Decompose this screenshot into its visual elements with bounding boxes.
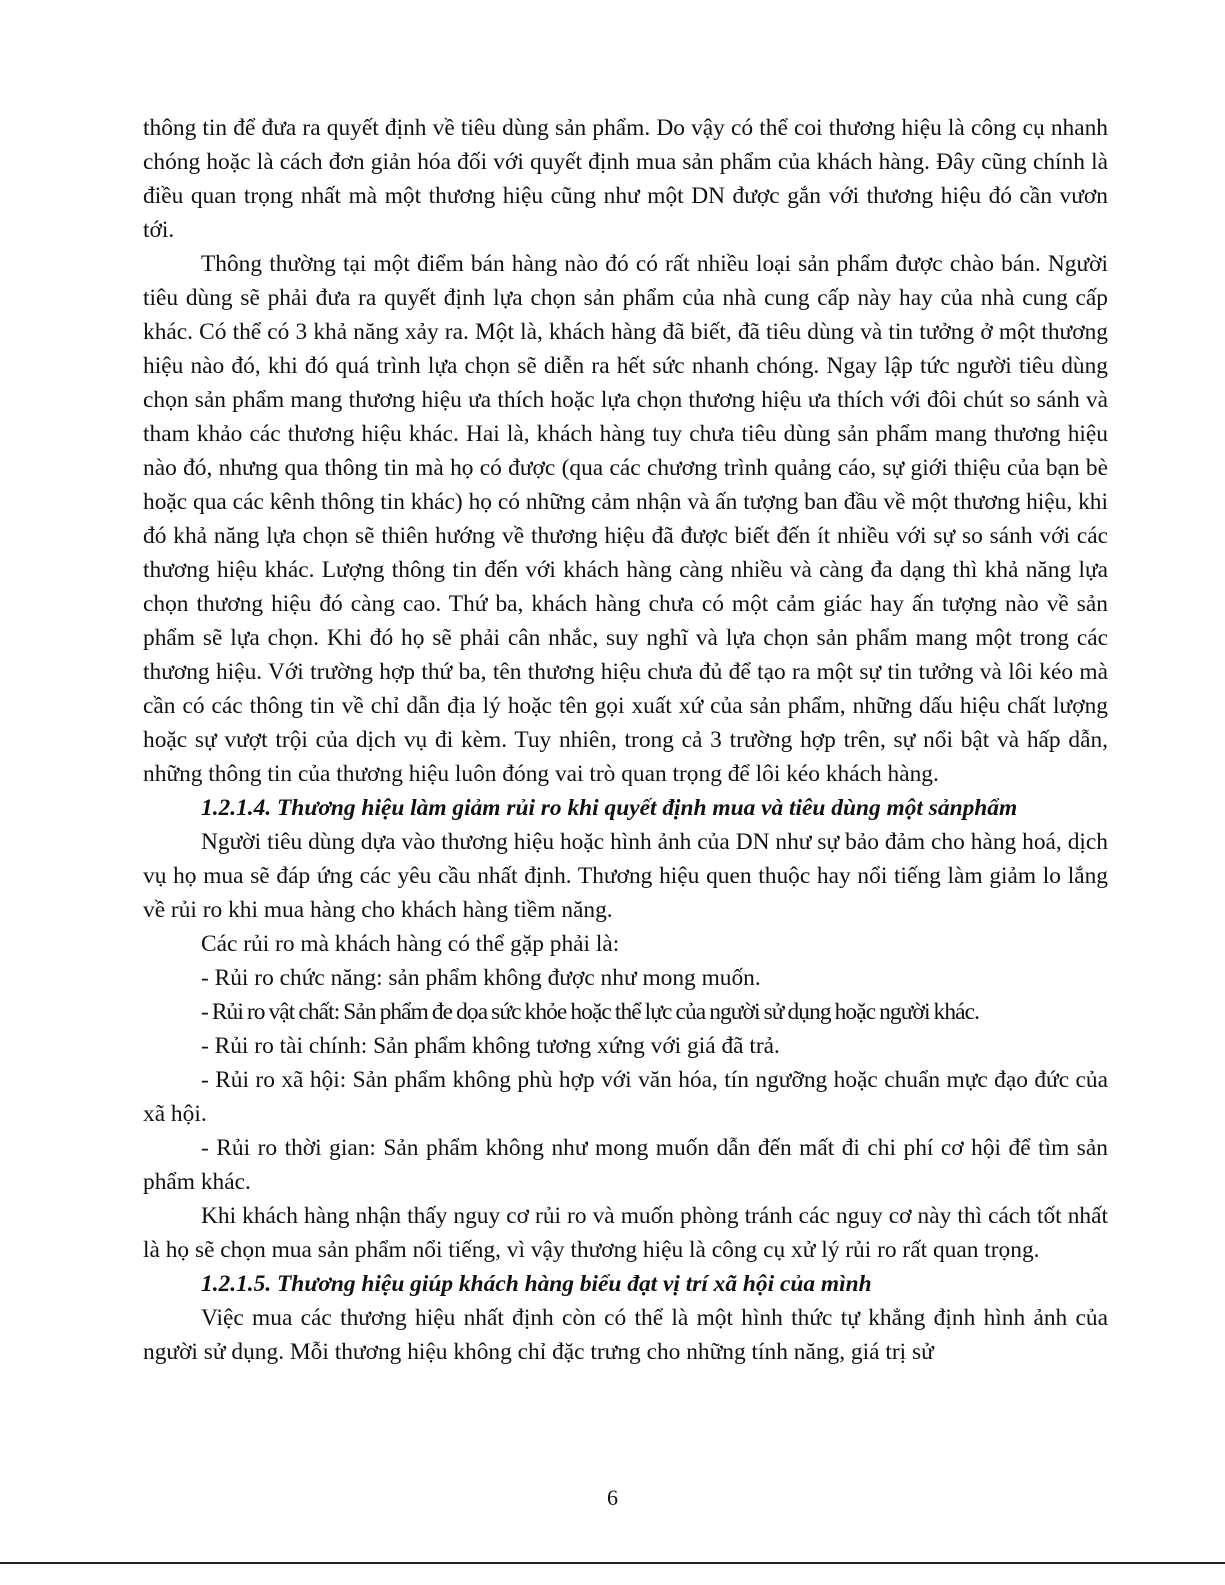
paragraph-social-position: Việc mua các thương hiệu nhất định còn có thể là một hình thức tự khẳng định hình ảnh của người sử dụng. Mỗi thương hiệu không chỉ đặc trưng cho những tính năng, giá trị sử bbox=[143, 1305, 1108, 1365]
paragraph-intro: thông tin để đưa ra quyết định về tiêu dùng sản phẩm. Do vậy có thể coi thương hiệu là công cụ nhanh chóng hoặc là cách đơn giản hóa đối với quyết định mua sản phẩm của khách hàng. Đây cũng chính là điều quan trọng nhất mà một thương hiệu cũng như một DN được gắn với thương hiệu đó cần vươn tới. bbox=[143, 115, 1108, 243]
page-number: 6 bbox=[607, 1485, 618, 1510]
list-item-social-risk: - Rủi ro xã hội: Sản phẩm không phù hợp với văn hóa, tín ngưỡng hoặc chuẩn mực đạo đức của xã hội. bbox=[143, 1067, 1108, 1127]
paragraph-risk-reduction: Người tiêu dùng dựa vào thương hiệu hoặc hình ảnh của DN như sự bảo đảm cho hàng hoá, dịch vụ họ mua sẽ đáp ứng các yêu cầu nhất định. Thương hiệu quen thuộc hay nổi tiếng làm giảm lo lắng về rủi ro khi mua hàng cho khách hàng tiềm năng. bbox=[143, 829, 1108, 923]
document-page bbox=[143, 111, 1108, 1369]
list-item-financial-risk: - Rủi ro tài chính: Sản phẩm không tương xứng với giá đã trả. bbox=[201, 1033, 780, 1059]
paragraph-risk-conclusion: Khi khách hàng nhận thấy nguy cơ rủi ro và muốn phòng tránh các nguy cơ này thì cách tốt nhất là họ sẽ chọn mua sản phẩm nổi tiếng, vì vậy thương hiệu là công cụ xử lý rủi ro rất quan trọng. bbox=[143, 1203, 1108, 1263]
bottom-divider bbox=[0, 1562, 1225, 1564]
list-item-functional-risk: - Rủi ro chức năng: sản phẩm không được như mong muốn. bbox=[201, 965, 761, 991]
paragraph-risk-list-intro: Các rủi ro mà khách hàng có thể gặp phải là: bbox=[201, 931, 620, 957]
paragraph-purchase-choices: Thông thường tại một điểm bán hàng nào đó có rất nhiều loại sản phẩm được chào bán. Người tiêu dùng sẽ phải đưa ra quyết định lựa chọn sản phẩm của nhà cung cấp này hay của nhà cung cấp khác. Có thể có 3 khả năng xảy ra. Một là, khách hàng đã biết, đã tiêu dùng và tin tưởng ở một thương hiệu nào đó, khi đó quá trình lựa chọn sẽ diễn ra hết sức nhanh chóng. Ngay lập tức người tiêu dùng chọn sản phẩm mang thương hiệu ưa thích hoặc lựa chọn thương hiệu ưa thích với đôi chút so sánh và tham khảo các thương hiệu khác. Hai là, khách hàng tuy chưa tiêu dùng sản phẩm mang thương hiệu nào đó, nhưng qua thông tin mà họ có được (qua các chương trình quảng cáo, sự giới thiệu của bạn bè hoặc qua các kênh thông tin khác) họ có những cảm nhận và ấn tượng ban đầu về một thương hiệu, khi đó khả năng lựa chọn sẽ thiên hướng về thương hiệu đã được biết đến ít nhiều với sự so sánh với các thương hiệu khác. Lượng thông tin đến với khách hàng càng nhiều và càng đa dạng thì khả năng lựa chọn thương hiệu đó càng cao. Thứ ba, khách hàng chưa có một cảm giác hay ấn tượng nào về sản phẩm sẽ lựa chọn. Khi đó họ sẽ phải cân nhắc, suy nghĩ và lựa chọn sản phẩm mang một trong các thương hiệu. Với trường hợp thứ ba, tên thương hiệu chưa đủ để tạo ra một sự tin tưởng và lôi kéo mà cần có các thông tin về chỉ dẫn địa lý hoặc tên gọi xuất xứ của sản phẩm, những dấu hiệu chất lượng hoặc sự vượt trội của dịch vụ đi kèm. Tuy nhiên, trong cả 3 trường hợp trên, sự nổi bật và hấp dẫn, những thông tin của thương hiệu luôn đóng vai trò quan trọng để lôi kéo khách hàng. bbox=[143, 251, 1108, 787]
list-item-time-risk: - Rủi ro thời gian: Sản phẩm không như mong muốn dẫn đến mất đi chi phí cơ hội để tìm sản phẩm khác. bbox=[143, 1135, 1108, 1195]
section-heading-1-2-1-5: 1.2.1.5. Thương hiệu giúp khách hàng biểu đạt vị trí xã hội của mình bbox=[201, 1271, 872, 1297]
section-heading-1-2-1-4: 1.2.1.4. Thương hiệu làm giảm rủi ro khi quyết định mua và tiêu dùng một sảnphẩm bbox=[201, 795, 1018, 821]
list-item-physical-risk: - Rủi ro vật chất: Sản phẩm đe dọa sức khỏe hoặc thể lực của người sử dụng hoặc người khác. bbox=[201, 999, 980, 1025]
